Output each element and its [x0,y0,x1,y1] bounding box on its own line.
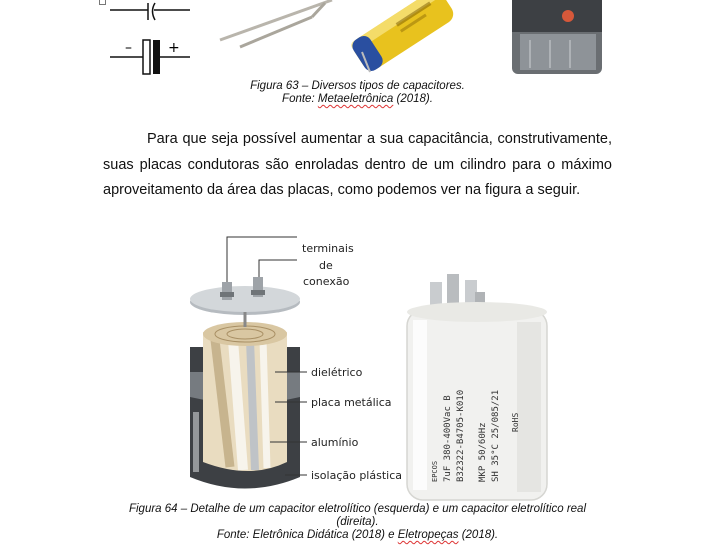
figure-63-images [100,0,620,80]
figure-63-source-line [90,93,625,106]
yellow-capacitor-image [349,0,457,74]
figure-63-title-line [90,80,625,93]
capacitor-symbol-icon [110,3,190,20]
figure-64-caption-line2: (direita). [336,516,379,528]
capacitor-leads-image [220,0,332,47]
figure-64-source-name: Eletropeças [397,529,459,541]
real-cap-print-line4: SH 35°C 25/085/21 [491,389,501,482]
label-terminais: terminais [302,242,354,255]
label-isolacao-plastica: isolação plástica [311,469,402,482]
figure-64-caption-line1: Figura 64 – Detalhe de um capacitor eletrolítico (esquerda) e um capacitor eletrolítico real [128,503,587,515]
box-capacitor-image [512,0,602,74]
figure-63-source-name: Metaeletrônica [317,93,394,105]
minus-sign: – [125,40,132,56]
label-conexao: conexão [303,275,350,288]
figure-64-source-line [90,529,625,542]
plus-sign: + [168,40,180,56]
figure-63-caption [90,80,625,106]
label-aluminio: alumínio [311,436,359,449]
body-paragraph [103,127,612,204]
figure-63-source-prefix: Fonte: [282,93,318,105]
real-cap-certification: RoHS [511,412,520,432]
figure-64-caption [90,503,625,542]
figure-64-source-prefix: Fonte: Eletrônica Didática (2018) e [216,529,398,541]
real-cap-print-line3: MKP 50/60Hz [478,422,488,482]
capacitor-cutaway-diagram [190,277,300,489]
figure-63-number: Figura 63 [250,80,299,92]
paragraph-text: Para que seja possível aumentar a sua capacitância, construtivamente, suas placas condutoras são enroladas dentro de um cilindro para o máximo aproveitamento da área das placas, como podemos ver na figura a seguir. [103,131,612,198]
figure-64-source-suffix: (2018). [458,529,499,541]
figure-64-svg [175,232,600,502]
real-cap-brand: EPCOS [431,460,439,482]
label-dieletrico: dielétrico [311,366,363,379]
figure-63-title: – Diversos tipos de capacitores. [298,80,465,92]
figure-63-svg [100,0,620,80]
figure-64-images [175,232,600,502]
real-cap-print-line1: 7uF 380-400Vac B [443,395,453,482]
real-capacitor-image [407,274,547,500]
figure-63-source-suffix: (2018). [393,93,433,105]
label-placa-metalica: placa metálica [311,396,392,409]
real-cap-print-line2: B32322-B4705-K010 [456,389,466,482]
label-de: de [319,259,333,272]
